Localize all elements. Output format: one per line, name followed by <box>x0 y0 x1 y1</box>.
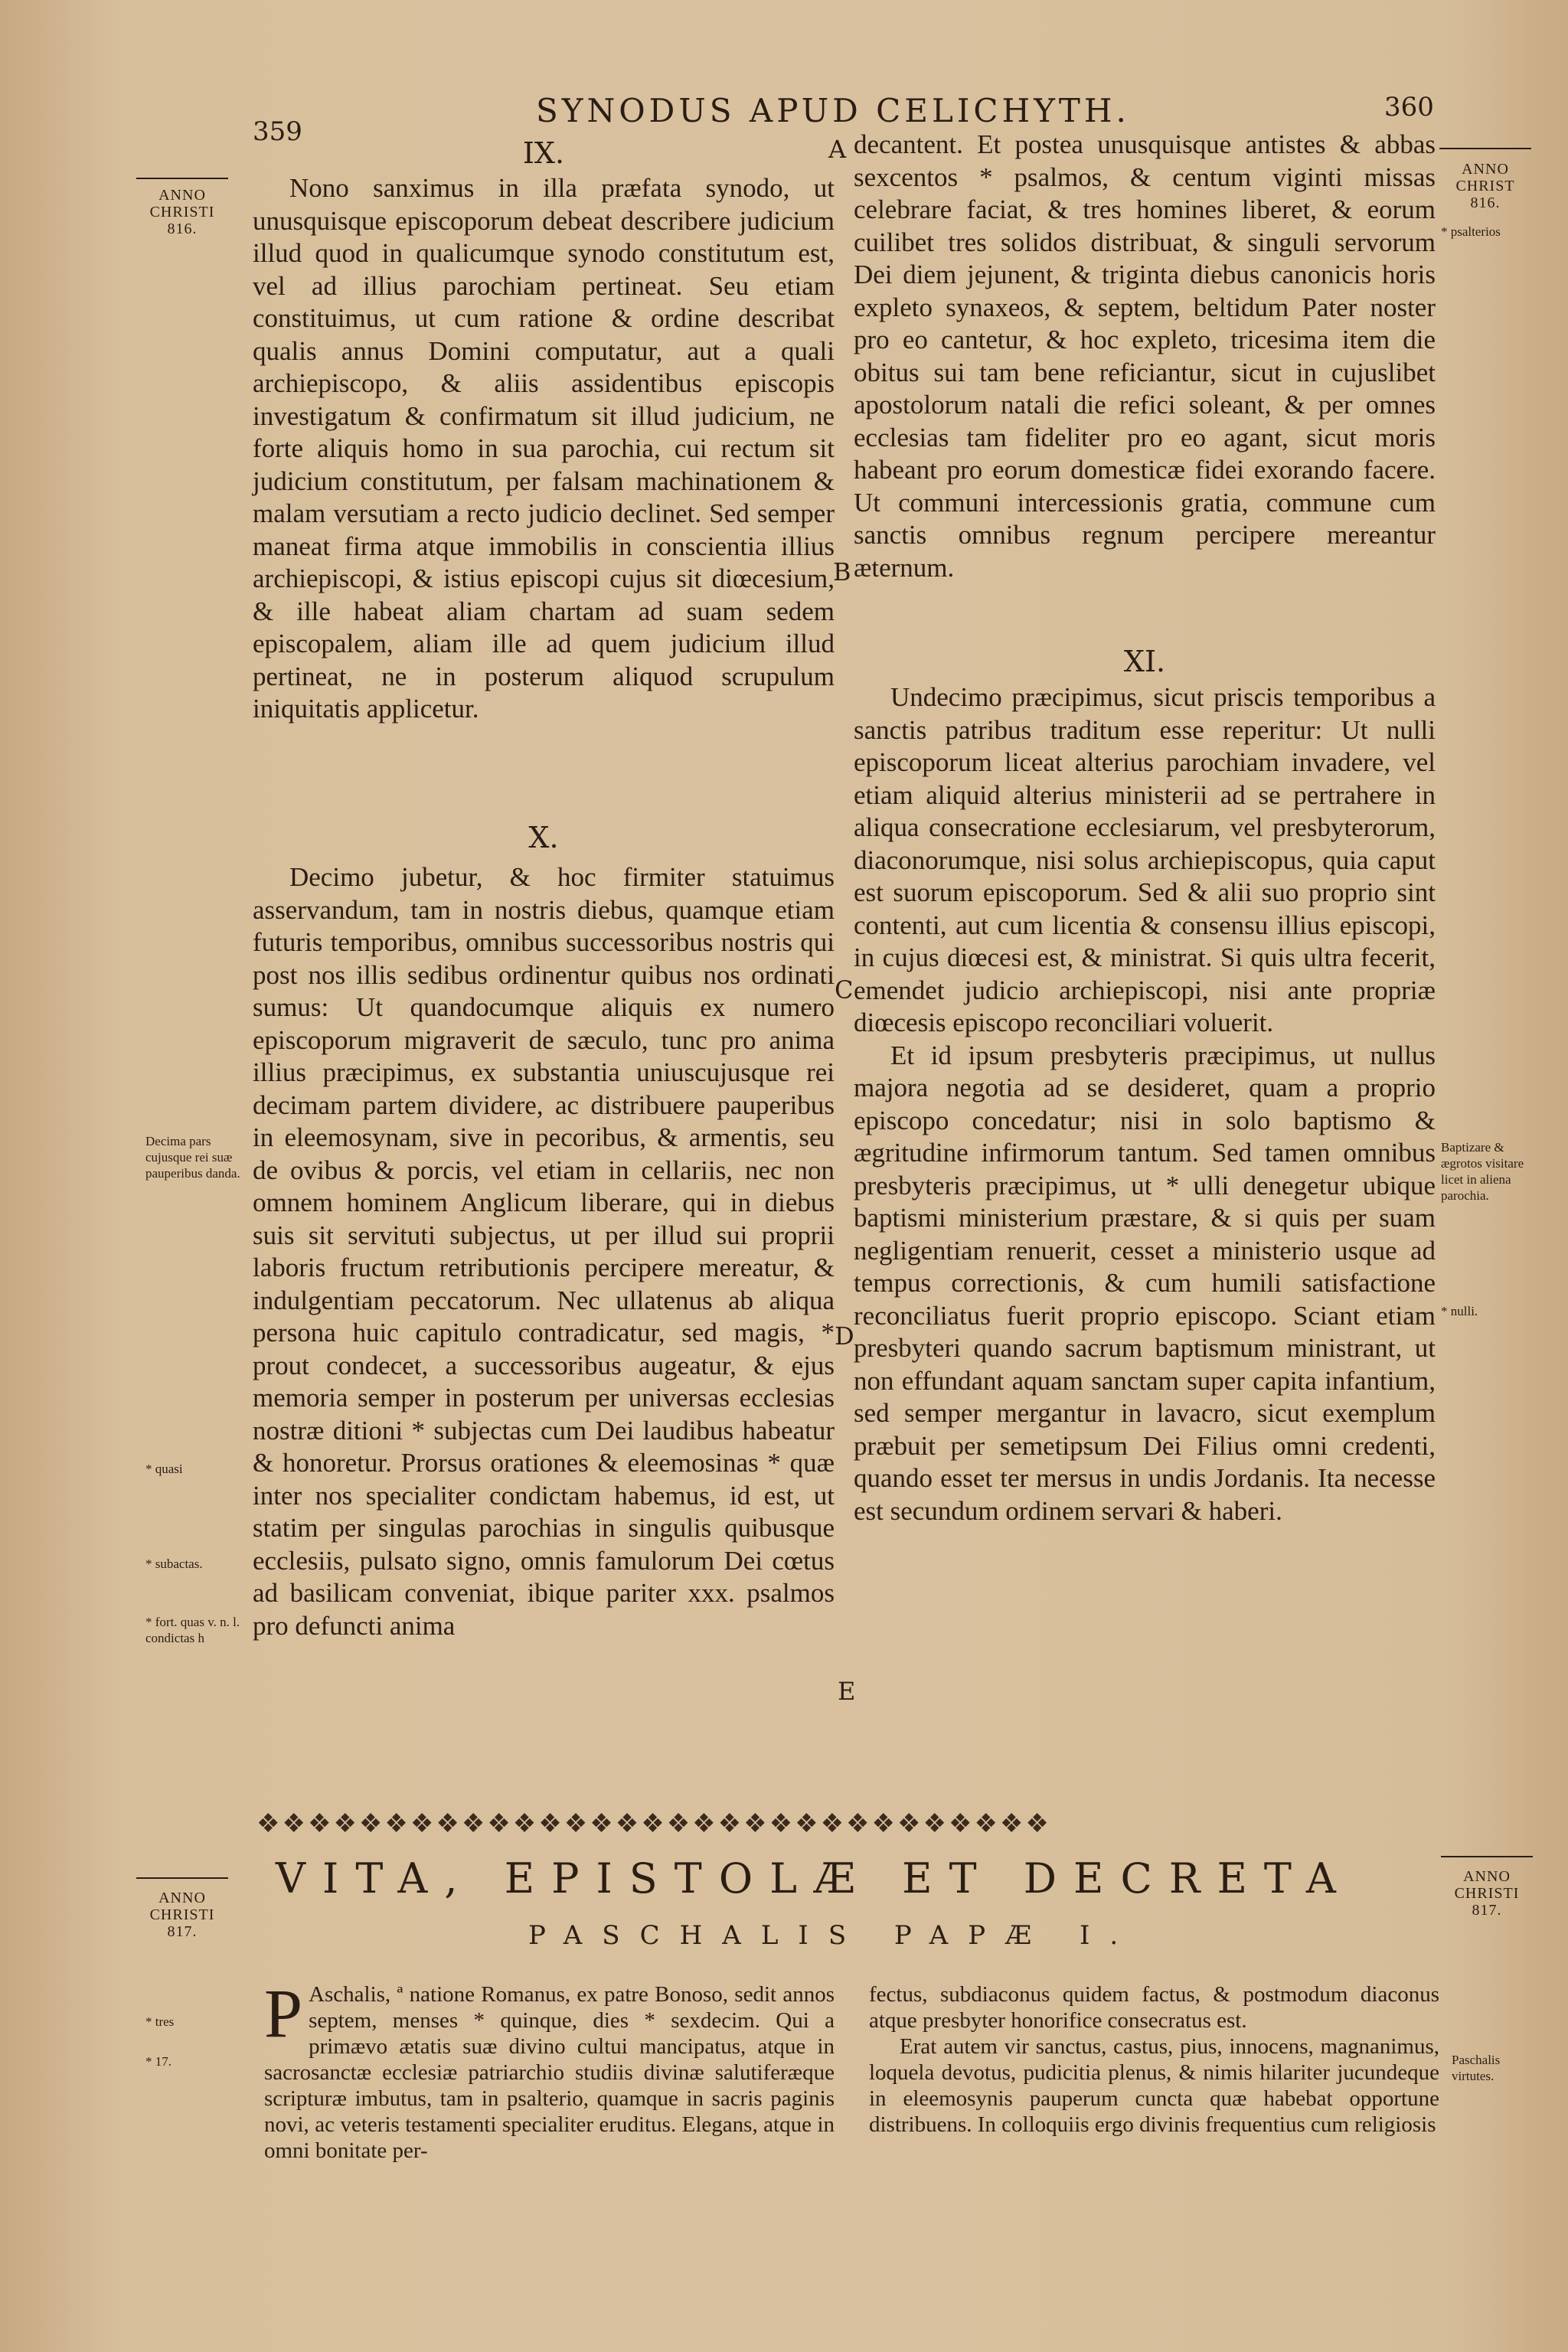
heading-xi: XI. <box>1123 645 1166 678</box>
anno-left-bottom-text: ANNO CHRISTI 817. <box>149 1890 215 1940</box>
heading-ix: IX. <box>522 136 565 170</box>
anno-rule-left-bottom <box>136 1877 228 1879</box>
anno-right-top-text: ANNO CHRIST 816. <box>1455 161 1515 211</box>
vita-right-column <box>869 1981 1439 2138</box>
vita-right-text2: Erat autem vir sanctus, castus, pius, innocens, magnanimus, loquela devotus, pudicitia plenus, & nimis hilariter jucundeque in eleemosynis pauperum cuncta quæ habebat opportune distribuens. In colloquiis ergo divinis frequentius cum religiosis <box>869 2034 1439 2137</box>
vita-right-text1: fectus, subdiaconus quidem factus, & postmodum diaconus atque presbyter honorifice consecratus est. <box>869 1982 1439 2033</box>
note-psalterios: * psalterios <box>1441 224 1501 239</box>
note-tres: * tres <box>145 2014 175 2029</box>
note-17: * 17. <box>145 2054 172 2069</box>
section-letter-c: C <box>835 975 854 1004</box>
note-decima: Decima pars cujusque rei suæ pauperibus danda. <box>145 1134 240 1181</box>
anno-right-top <box>1439 161 1531 211</box>
canon-xi-text2: Et id ipsum presbyteris præcipimus, ut nullus majora negotia ad se desideret, quam a proprio episcopo concedatur; nisi in solo baptismo & ægritudine infirmorum tantum. Sed tamen omnibus presbyteris præcipimus, ut * ulli denegetur ubique baptismi ministerium præstare, & si quis per suam negligentiam renuerit, cesset a ministerio usque ad tempus correctionis, & cum humili satisfactione reconciliatus fuerit proprio episcopo. Sciant etiam presbyteri quando sacrum baptismum ministrant, ut non effundant aquam sanctam super capita infantium, sed semper mergantur in lavacro, sicut exemplum præbuit per semetipsum Dei Filius omni credenti, quando esset ter mersus in undis Jordanis. Ita necesse est secundum ordinem servari & haberi. <box>854 1040 1436 1526</box>
canon-x-text: Decimo jubetur, & hoc firmiter statuimus asservandum, tam in nostris diebus, quamque etiam futuris temporibus, omnibus successoribus nostris qui post nos illis sedibus ordinentur quibus nos ordinati sumus: Ut quandocumque aliquis ex numero episcoporum migraverit de sæculo, tunc pro anima illius præcipimus, ex substantia uniuscujusque rei decimam partem dividere, ac distribuere pauperibus in eleemosynam, sive in pecoribus, & armentis, seu de ovibus & porcis, vel etiam in cellariis, nec non omnem hominem Anglicum liberare, qui in diebus suis sit servituti subjectus, ut per illud sui proprii laboris fructum retributionis percipere mereatur, & indulgentiam peccatorum. Nec ullatenus ab aliqua persona huic capitulo contradicatur, sed magis, * prout condecet, a successoribus augeatur, & ejus memoria semper in posterum per universas ecclesias nostræ ditioni * subjectas cum Dei laudibus habeatur & honoretur. Prorsus orationes & eleemosinas * quæ inter nos specialiter condictam habemus, id est, ut statim per singulas parochias in singulis quibusque ecclesiis, pulsato signo, omnis famulorum Dei cœtus ad basilicam conveniat, ibique pariter xxx. psalmos pro defuncti anima <box>253 862 835 1641</box>
left-page-number: 359 <box>253 116 302 147</box>
canon-x-continuation: decantent. Et postea unusquisque antistes & abbas sexcentos * psalmos, & centum viginti missas celebrare faciat, & tres homines liberet, & eorum cuilibet tres solidos distribuat, & singuli servorum Dei diem jejunent, & triginta diebus canonicis horis expleto synaxeos, & septem, beltidum Pater noster pro eo cantetur, & hoc expleto, tricesima item die obitus sui tam bene reficiantur, sicut in cujuslibet apostolorum natali die refici soleant, & per omnes ecclesias tam fideliter pro eo agant, sicut moris habeant pro eorum domesticæ fidei exorando facere. Ut communi intercessionis gratia, commune cum sanctis omnibus regnum percipere mereantur æternum. <box>854 129 1436 583</box>
heading-x: X. <box>528 821 559 854</box>
note-quasi: * quasi <box>145 1462 183 1476</box>
canon-ix-text: Nono sanximus in illa præfata synodo, ut unusquisque episcoporum debeat describere judicium illud quod in qualicumque synodo constitutum est, vel ad illius parochiam pertineat. Seu etiam constituimus, ut cum ratione & ordine describat qualis annus Domini computatur, aut a quali archiepiscopo, & aliis assidentibus episcopis investigatum & confirmatum sit illud judicium, ne forte aliquis homo in sua parochia, cui rectum sit judicium constitutum, per falsam machinationem & malam versutiam a recto judicio declinet. Sed semper maneat firma atque immobilis in conscientia illius archiepiscopi, & istius episcopi cujus sit diœcesium, & ille habeat aliam chartam ad suam sedem episcopalem, aliam ille ad quem judicium illud pertineat, ne in posterum aliquod scrupulum iniquitatis applicetur. <box>253 173 835 724</box>
section-letter-a: A <box>828 135 847 164</box>
anno-right-bottom <box>1441 1868 1533 1919</box>
vita-left-text: Aschalis, ª natione Romanus, ex patre Bonoso, sedit annos septem, menses * quinque, dies * sexdecim. Qui a primævo ætatis suæ divino cultui mancipatus, atque in sacrosanctæ ecclesiæ patriarchio studiis divinæ salutiferæque scripturæ imbutus, tam in psalterio, quamque in sacris paginis novi, ac veteris testamenti specialiter eruditus. Elegans, atque in omni bonitate per- <box>264 1982 835 2163</box>
left-column-ix <box>253 172 835 726</box>
ornament-band: ❖❖❖❖❖❖❖❖❖❖❖❖❖❖❖❖❖❖❖❖❖❖❖❖❖❖❖❖❖❖❖ <box>256 1808 1051 1839</box>
note-baptizare: Baptizare & ægrotos visitare licet in aliena parochia. <box>1441 1140 1524 1203</box>
anno-left-bottom <box>136 1890 228 1940</box>
note-subactas: * subactas. <box>145 1557 203 1571</box>
right-page-number: 360 <box>1384 92 1434 122</box>
anno-rule-right <box>1439 148 1531 149</box>
note-nulli: * nulli. <box>1441 1304 1478 1318</box>
left-column-x <box>253 861 835 1642</box>
note-fort: * fort. quas v. n. l. condictas h <box>145 1615 240 1645</box>
vita-left-column <box>264 1976 835 2164</box>
note-paschalis: Paschalis virtutes. <box>1452 2053 1501 2083</box>
section-subtitle: PASCHALIS PAPÆ I. <box>528 1920 1138 1951</box>
anno-left-top <box>136 187 228 237</box>
anno-rule-right-bottom <box>1441 1856 1533 1857</box>
running-title: SYNODUS APUD CELICHYTH. <box>536 92 1130 129</box>
section-title: VITA, EPISTOLÆ ET DECRETA <box>276 1854 1353 1903</box>
drop-cap: P <box>264 1976 303 2052</box>
section-letter-e: E <box>838 1677 856 1706</box>
right-column-xi <box>854 681 1436 1527</box>
section-letter-d: D <box>835 1321 854 1351</box>
right-column-cont <box>854 129 1436 584</box>
anno-left-top-text: ANNO CHRISTI 816. <box>149 187 215 237</box>
section-letter-b: B <box>833 557 851 586</box>
anno-rule-left <box>136 178 228 179</box>
canon-xi-text: Undecimo præcipimus, sicut priscis temporibus a sanctis patribus traditum esse reperitur: Ut nulli episcoporum liceat alterius parochiam invadere, vel etiam aliquid alterius ministerii ad se pertrahere in aliqua consecratione ecclesiarum, vel presbyterorum, diaconorumque, nisi solus archiepiscopus, quia caput est suorum episcoporum. Sed & alii suo proprio sint contenti, aut cum licentia & consensu illius episcopi, in cujus diœcesi est, & ministrat. Si quis ultra fecerit, emendet judicio archiepiscopi, nisi ante propriæ diœcesis episcopo reconciliari voluerit. <box>854 682 1436 1037</box>
anno-right-bottom-text: ANNO CHRISTI 817. <box>1454 1868 1520 1919</box>
